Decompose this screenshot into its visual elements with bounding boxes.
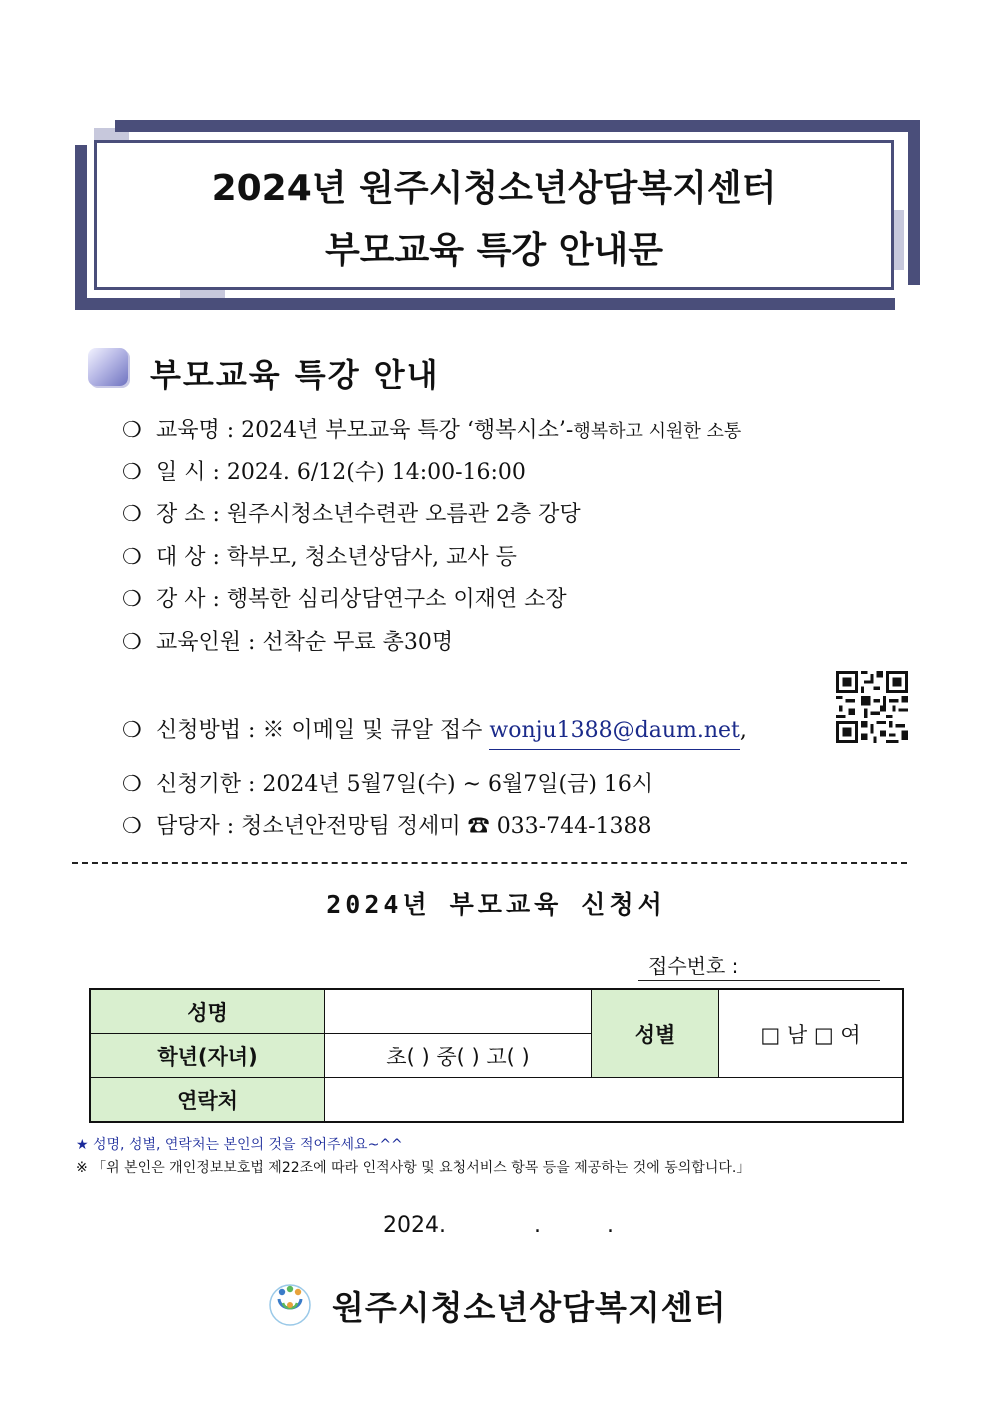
qr-code-icon[interactable] (833, 668, 911, 746)
circle-bullet-icon: ❍ (122, 772, 142, 797)
info-education-name: ❍ 교육명 : 2024년 부모교육 특강 ‘행복시소’-행복하고 시원한 소통 (122, 418, 742, 443)
circle-bullet-icon: ❍ (122, 587, 142, 612)
organization-name: 원주시청소년상담복지센터 (332, 1288, 727, 1327)
receipt-number-label: 접수번호 : (648, 954, 739, 978)
cut-line-divider (72, 862, 907, 864)
info-method: ❍ 신청방법 : ※ 이메일 및 큐알 접수 wonju1388@daum.net, (122, 713, 747, 744)
note-own-info: ★ 성명, 성별, 연락처는 본인의 것을 적어주세요~^^ (76, 1137, 403, 1153)
circle-bullet-icon: ❍ (122, 418, 142, 443)
grade-field[interactable]: 초( ) 중( ) 고( ) (325, 1034, 592, 1078)
phone-number: 033-744-1388 (496, 814, 652, 839)
gender-field[interactable]: □ 남 □ 여 (719, 989, 904, 1078)
circle-bullet-icon: ❍ (122, 718, 142, 743)
grade-label: 학년(자녀) (90, 1034, 325, 1078)
info-contact: ❍ 담당자 : 청소년안전망팀 정세미 ☎ 033-744-1388 (122, 814, 652, 839)
gender-label: 성별 (592, 989, 719, 1078)
page-title-line1: 2024년 원주시청소년상담복지센터 (211, 168, 777, 209)
section-bullet-icon (88, 348, 128, 386)
contact-label: 연락처 (90, 1078, 325, 1123)
circle-bullet-icon: ❍ (122, 460, 142, 485)
info-target: ❍ 대 상 : 학부모, 청소년상담사, 교사 등 (122, 545, 517, 570)
name-field[interactable] (325, 989, 592, 1034)
circle-bullet-icon: ❍ (122, 814, 142, 839)
form-title: 2024년 부모교육 신청서 (326, 890, 666, 919)
contact-field[interactable] (325, 1078, 904, 1123)
circle-bullet-icon: ❍ (122, 545, 142, 570)
note-privacy-consent: ※ 「위 본인은 개인정보보호법 제22조에 따라 인적사항 및 요청서비스 항목 등을 제공하는 것에 동의합니다.」 (76, 1160, 751, 1176)
center-logo-icon (268, 1283, 312, 1327)
circle-bullet-icon: ❍ (122, 502, 142, 527)
phone-icon: ☎ (467, 814, 490, 839)
info-date: ❍ 일 시 : 2024. 6/12(수) 14:00-16:00 (122, 460, 526, 485)
info-place: ❍ 장 소 : 원주시청소년수련관 오름관 2층 강당 (122, 502, 581, 527)
date-line: 2024. . . (383, 1213, 614, 1238)
receipt-number-field[interactable] (638, 980, 880, 981)
circle-bullet-icon: ❍ (122, 630, 142, 655)
section-title: 부모교육 특강 안내 (150, 356, 440, 394)
name-label: 성명 (90, 989, 325, 1034)
info-capacity: ❍ 교육인원 : 선착순 무료 총30명 (122, 630, 454, 655)
application-table (89, 988, 904, 1123)
page-title-line2: 부모교육 특강 안내문 (324, 230, 664, 271)
info-lecturer: ❍ 강 사 : 행복한 심리상담연구소 이재연 소장 (122, 587, 567, 612)
info-deadline: ❍ 신청기한 : 2024년 5월7일(수) ~ 6월7일(금) 16시 (122, 772, 654, 797)
email-link[interactable]: wonju1388@daum.net (489, 718, 739, 750)
